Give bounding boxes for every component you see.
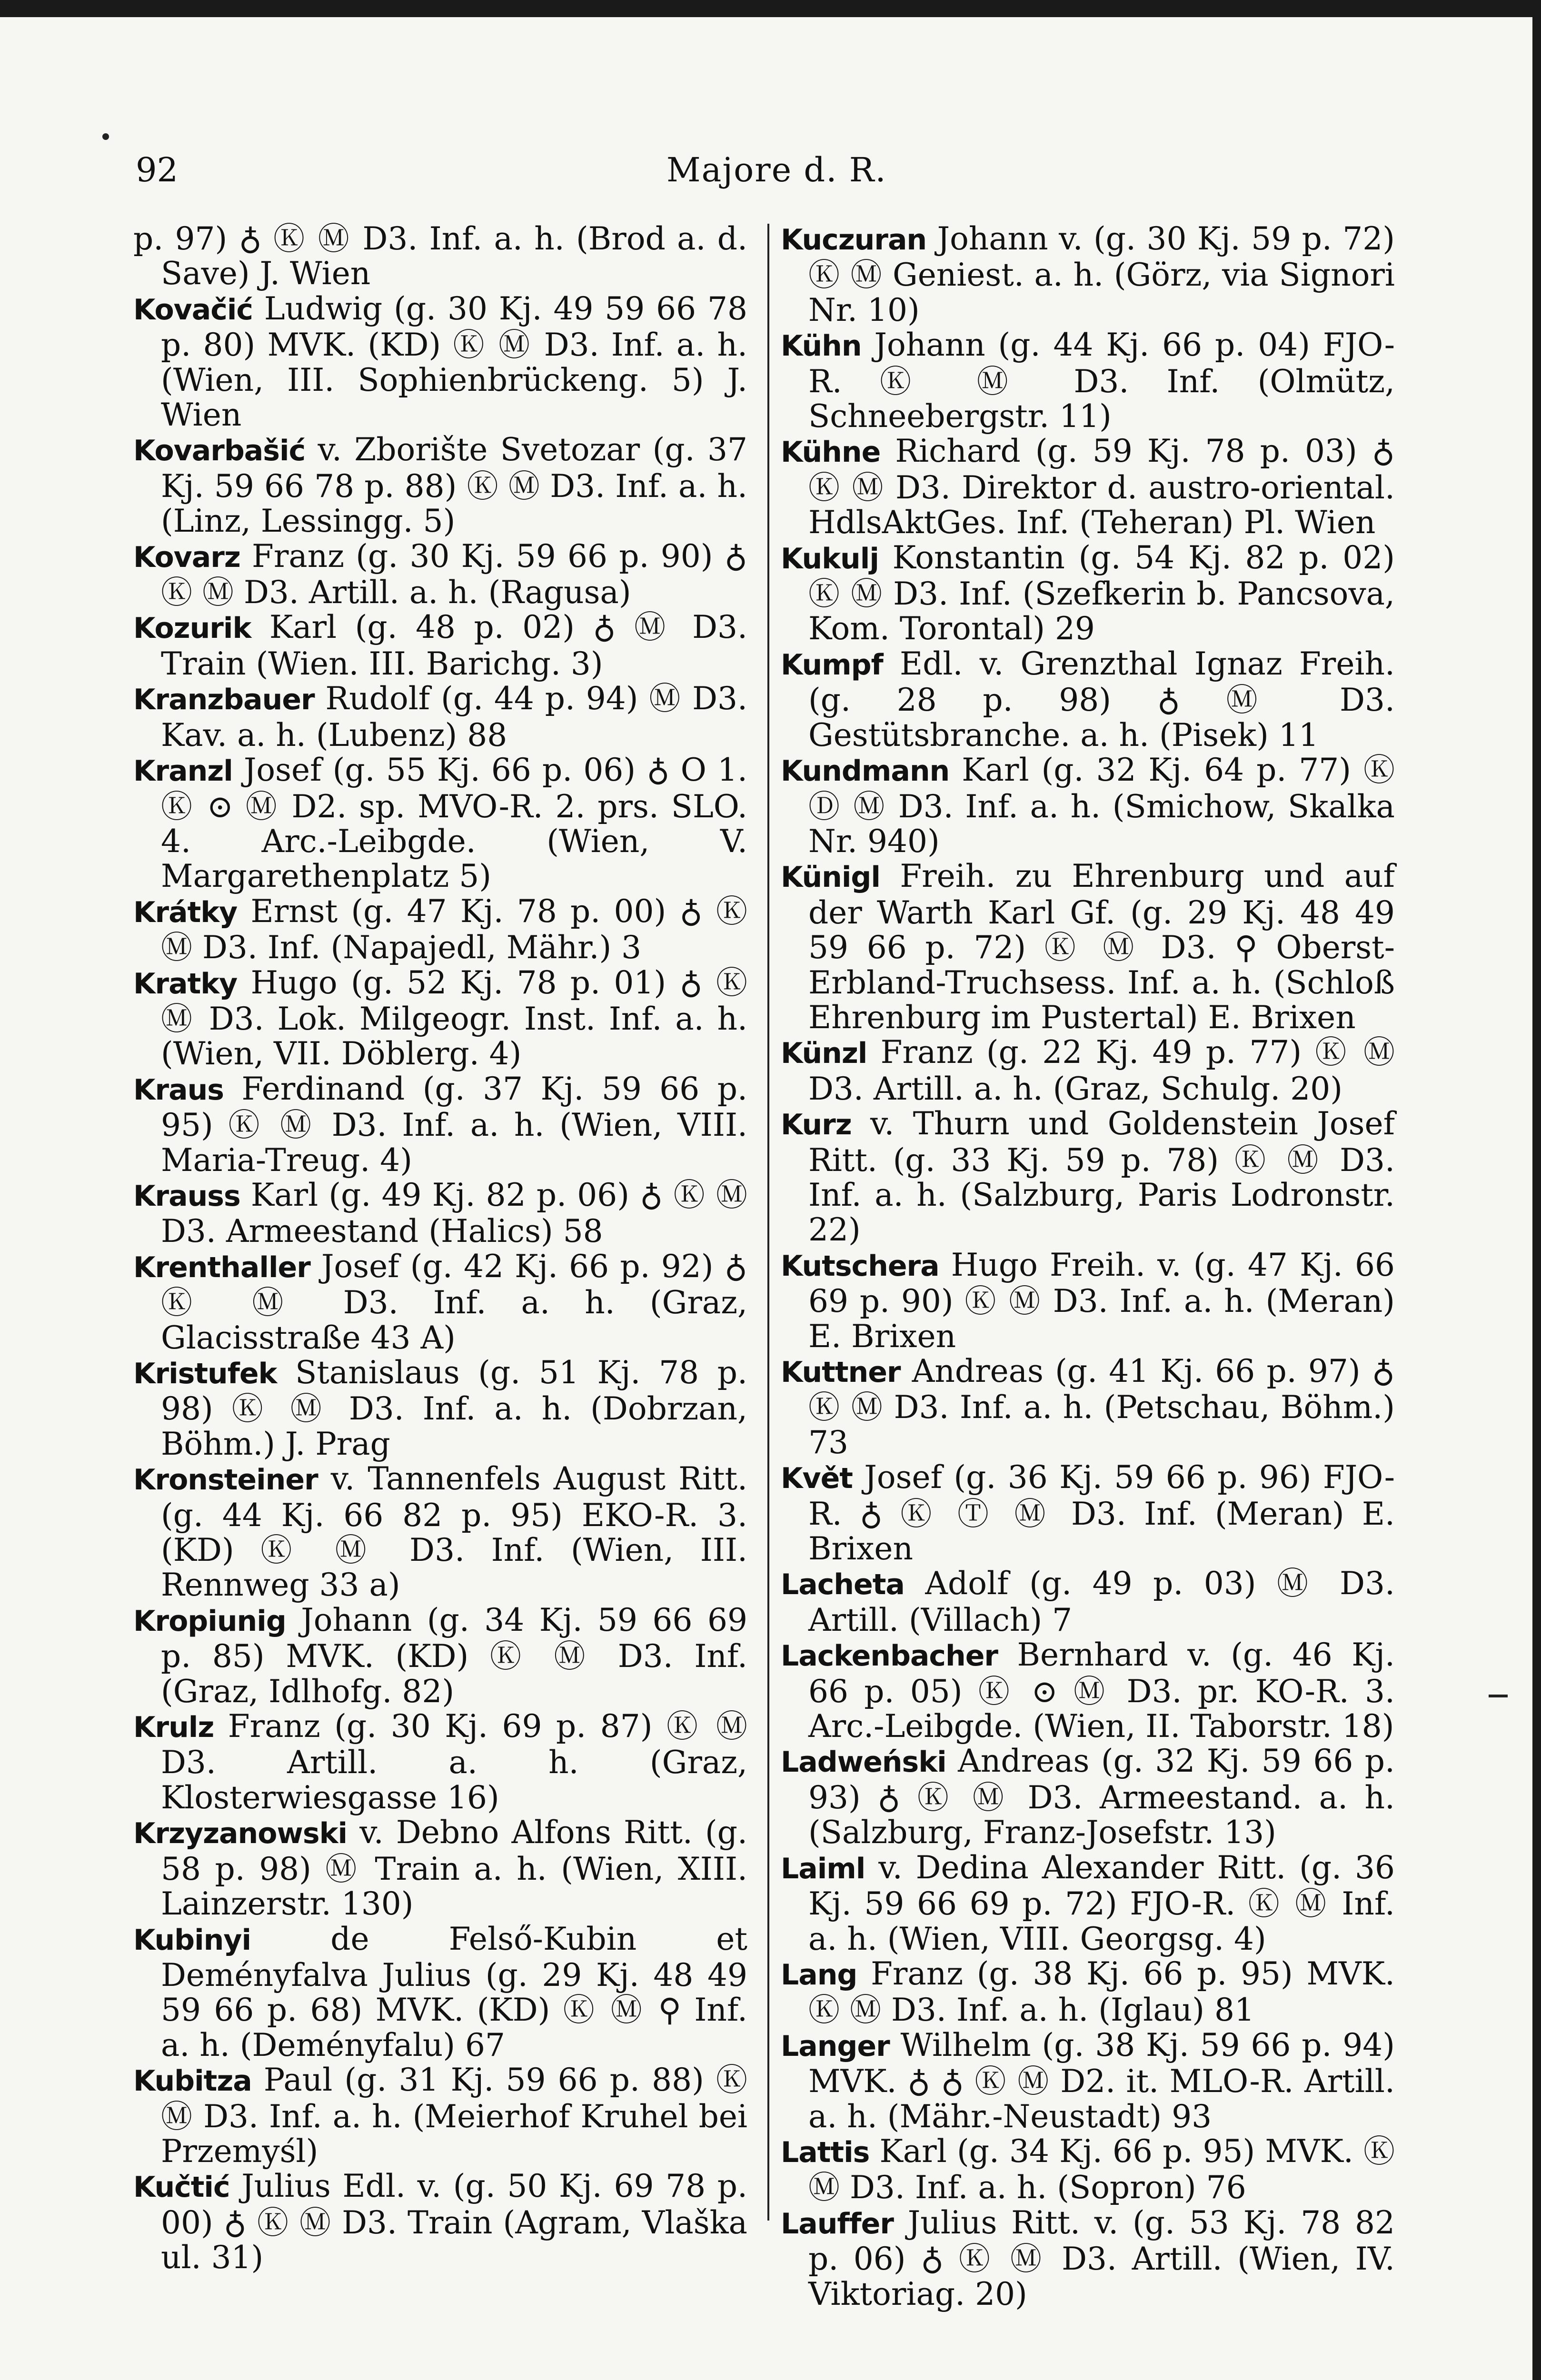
entry-surname: Kristufek bbox=[133, 1357, 277, 1390]
register-entry bbox=[133, 894, 747, 965]
register-entry bbox=[781, 1460, 1395, 1566]
register-entry bbox=[781, 2028, 1395, 2134]
entry-surname: Lauffer bbox=[781, 2207, 894, 2241]
entry-surname: Kühne bbox=[781, 436, 881, 469]
register-entry bbox=[133, 965, 747, 1071]
entry-details: Stanislaus (g. 51 Kj. 78 p. 98) Ⓚ Ⓜ D3. Inf. a. h. (Dobrzan, Böhm.) J. Prag bbox=[161, 1354, 747, 1462]
entry-surname: Kratky bbox=[133, 967, 238, 1001]
entry-surname: Kutschera bbox=[781, 1249, 939, 1283]
right-column bbox=[781, 221, 1395, 2311]
entry-details: Franz (g. 30 Kj. 69 p. 87) Ⓚ Ⓜ D3. Artill. a. h. (Graz, Klosterwiesgasse 16) bbox=[161, 1708, 747, 1816]
register-entry bbox=[781, 221, 1395, 327]
entry-surname: Kranzbauer bbox=[133, 683, 315, 717]
entry-surname: Langer bbox=[781, 2029, 890, 2063]
register-entry bbox=[781, 646, 1395, 753]
entry-surname: Krenthaller bbox=[133, 1250, 310, 1284]
entry-details: Adolf (g. 49 p. 03) Ⓜ D3. Artill. (Villach) 7 bbox=[808, 1565, 1395, 1638]
register-entry bbox=[781, 2134, 1395, 2205]
register-entry bbox=[133, 1815, 747, 1921]
entry-details: Hugo Freih. v. (g. 47 Kj. 66 69 p. 90) Ⓚ Ⓜ D3. Inf. a. h. (Meran) E. Brixen bbox=[808, 1246, 1395, 1355]
register-entry bbox=[133, 1355, 747, 1461]
register-entry bbox=[781, 1566, 1395, 1637]
column-divider bbox=[767, 224, 769, 2221]
entry-details: Franz (g. 22 Kj. 49 p. 77) Ⓚ Ⓜ D3. Artill. a. h. (Graz, Schulg. 20) bbox=[808, 1034, 1395, 1107]
register-entry bbox=[781, 1106, 1395, 1248]
entry-details: v. Zborište Svetozar (g. 37 Kj. 59 66 78 p. 88) Ⓚ Ⓜ D3. Inf. a. h. (Linz, Lessingg. 5) bbox=[161, 431, 747, 540]
running-head: Majore d. R. bbox=[666, 150, 887, 189]
entry-surname: Květ bbox=[781, 1462, 853, 1496]
entry-details: Josef (g. 42 Kj. 66 p. 92) ♁ Ⓚ Ⓜ D3. Inf. a. h. (Graz, Glacisstraße 43 A) bbox=[161, 1248, 747, 1356]
entry-details: Karl (g. 49 Kj. 82 p. 06) ♁ Ⓚ Ⓜ D3. Armeestand (Halics) 58 bbox=[161, 1176, 747, 1250]
entry-details: Andreas (g. 41 Kj. 66 p. 97) ♁ Ⓚ Ⓜ D3. Inf. a. h. (Petschau, Böhm.) 73 bbox=[808, 1353, 1395, 1461]
register-entry bbox=[781, 753, 1395, 859]
ink-speck bbox=[102, 133, 109, 140]
entry-details: v. Tannenfels August Ritt. (g. 44 Kj. 66 82 p. 95) EKO-R. 3. (KD) Ⓚ Ⓜ D3. Inf. (Wien, III. Rennweg 33 a) bbox=[161, 1460, 747, 1604]
register-entry bbox=[781, 1035, 1395, 1106]
register-entry bbox=[133, 1178, 747, 1249]
entry-details: Edl. v. Grenzthal Ignaz Freih. (g. 28 p. 98) ♁ Ⓜ D3. Gestütsbranche. a. h. (Pisek) 11 bbox=[808, 645, 1395, 754]
register-entry bbox=[133, 2169, 747, 2275]
register-entry bbox=[781, 1637, 1395, 1744]
entry-surname: Künzl bbox=[781, 1037, 867, 1071]
entry-details: Johann (g. 44 Kj. 66 p. 04) FJO-R. Ⓚ Ⓜ D3. Inf. (Olmütz, Schneebergstr. 11) bbox=[808, 327, 1395, 435]
entry-details: Johann (g. 34 Kj. 59 66 69 p. 85) MVK. (KD) Ⓚ Ⓜ D3. Inf. (Graz, Idlhofg. 82) bbox=[161, 1601, 747, 1710]
entry-details: Franz (g. 30 Kj. 59 66 p. 90) ♁ Ⓚ Ⓜ D3. Artill. a. h. (Ragusa) bbox=[161, 537, 747, 611]
scan-border-top bbox=[0, 0, 1541, 17]
entry-details: de Felső-Kubin et Deményfalva Julius (g. 29 Kj. 48 49 59 66 p. 68) MVK. (KD) Ⓚ Ⓜ ⚲ Inf. a. h. (Deményfalu) 67 bbox=[161, 1920, 747, 2063]
entry-surname: Kovarbašić bbox=[133, 434, 306, 468]
entry-details: Bernhard v. (g. 46 Kj. 66 p. 05) Ⓚ ⊙ Ⓜ D3. pr. KO-R. 3. Arc.-Leibgde. (Wien, II. Taborstr. 18) bbox=[808, 1636, 1395, 1745]
entry-surname: Kronsteiner bbox=[133, 1463, 318, 1497]
entry-surname: Kurz bbox=[781, 1108, 852, 1142]
entry-surname: Kozurik bbox=[133, 612, 251, 645]
register-entry bbox=[133, 681, 747, 753]
register-entry bbox=[781, 859, 1395, 1035]
entry-details: v. Thurn und Goldenstein Josef Ritt. (g. 33 Kj. 59 p. 78) Ⓚ Ⓜ D3. Inf. a. h. (Salzburg, Paris Lodronstr. 22) bbox=[808, 1105, 1395, 1249]
entry-details: Freih. zu Ehrenburg und auf der Warth Karl Gf. (g. 29 Kj. 48 49 59 66 p. 72) Ⓚ Ⓜ D3. ⚲ Oberst-Erbland-Truchsess. Inf. a. h. (Schloß Ehrenburg im Pustertal) E. Brixen bbox=[808, 858, 1395, 1036]
entry-surname: Kukulj bbox=[781, 542, 879, 575]
entry-details: Paul (g. 31 Kj. 59 66 p. 88) Ⓚ Ⓜ D3. Inf. a. h. (Meierhof Kruhel bei Przemyśl) bbox=[161, 2062, 747, 2170]
register-entry bbox=[781, 434, 1395, 540]
register-entry bbox=[781, 1850, 1395, 1956]
entry-details: Ernst (g. 47 Kj. 78 p. 00) ♁ Ⓚ Ⓜ D3. Inf. (Napajedl, Mähr.) 3 bbox=[161, 892, 747, 966]
entry-surname: Lackenbacher bbox=[781, 1639, 998, 1673]
margin-mark bbox=[1489, 1695, 1508, 1697]
register-entry bbox=[133, 221, 747, 291]
entry-details: v. Dedina Alexander Ritt. (g. 36 Kj. 59 66 69 p. 72) FJO-R. Ⓚ Ⓜ Inf. a. h. (Wien, VIII. Georgsg. 4) bbox=[808, 1849, 1395, 1957]
entry-surname: Kubinyi bbox=[133, 1923, 251, 1957]
register-entry bbox=[781, 1956, 1395, 2028]
register-entry bbox=[133, 539, 747, 610]
entry-surname: Kropiunig bbox=[133, 1604, 286, 1638]
entry-surname: Kraus bbox=[133, 1073, 224, 1107]
entry-surname: Ladweński bbox=[781, 1745, 946, 1779]
register-entry bbox=[781, 1248, 1395, 1354]
entry-surname: Krauss bbox=[133, 1179, 240, 1213]
register-entry bbox=[781, 1354, 1395, 1460]
entry-details: Josef (g. 36 Kj. 59 66 p. 96) FJO-R. ♁ Ⓚ Ⓣ Ⓜ D3. Inf. (Meran) E. Brixen bbox=[808, 1459, 1395, 1567]
register-entry bbox=[781, 540, 1395, 646]
register-entry bbox=[133, 1922, 747, 2063]
entry-surname: Kuczuran bbox=[781, 223, 927, 257]
register-entry bbox=[133, 1461, 747, 1603]
entry-details: Josef (g. 55 Kj. 66 p. 06) ♁ O 1. Ⓚ ⊙ Ⓜ D2. sp. MVO-R. 2. prs. SLO. 4. Arc.-Leibgde. (Wien, V. Margarethenplatz 5) bbox=[161, 752, 747, 895]
entry-surname: Kuttner bbox=[781, 1356, 901, 1389]
entry-details: Johann v. (g. 30 Kj. 59 p. 72) Ⓚ Ⓜ Geniest. a. h. (Görz, via Signori Nr. 10) bbox=[808, 220, 1395, 328]
register-entry bbox=[133, 610, 747, 681]
register-entry bbox=[133, 291, 747, 433]
entry-details: Hugo (g. 52 Kj. 78 p. 01) ♁ Ⓚ Ⓜ D3. Lok. Milgeogr. Inst. Inf. a. h. (Wien, VII. Döblerg. 4) bbox=[161, 964, 747, 1072]
register-entry bbox=[133, 1249, 747, 1355]
entry-details: p. 97) ♁ Ⓚ Ⓜ D3. Inf. a. h. (Brod a. d. Save) J. Wien bbox=[133, 220, 747, 292]
entry-details: Karl (g. 48 p. 02) ♁ Ⓜ D3. Train (Wien. III. Barichg. 3) bbox=[161, 609, 747, 682]
entry-surname: Kühn bbox=[781, 329, 862, 363]
entry-details: Wilhelm (g. 38 Kj. 59 66 p. 94) MVK. ♁ ♁ Ⓚ Ⓜ D2. it. MLO-R. Artill. a. h. (Mähr.-Neustadt) 93 bbox=[808, 2026, 1395, 2135]
entry-surname: Kranzl bbox=[133, 754, 233, 788]
entry-surname: Kumpf bbox=[781, 648, 883, 682]
entry-surname: Künigl bbox=[781, 861, 880, 894]
entry-details: Julius Edl. v. (g. 50 Kj. 69 78 p. 00) ♁ Ⓚ Ⓜ D3. Train (Agram, Vlaška ul. 31) bbox=[161, 2168, 747, 2276]
entry-details: Andreas (g. 32 Kj. 59 66 p. 93) ♁ Ⓚ Ⓜ D3. Armeestand. a. h. (Salzburg, Franz-Josefstr. 13) bbox=[808, 1743, 1395, 1851]
register-entry bbox=[781, 327, 1395, 434]
entry-details: Karl (g. 34 Kj. 66 p. 95) MVK. Ⓚ Ⓜ D3. Inf. a. h. (Sopron) 76 bbox=[808, 2132, 1395, 2206]
entry-surname: Kučtić bbox=[133, 2171, 230, 2204]
entry-surname: Lang bbox=[781, 1958, 857, 1992]
entry-details: Richard (g. 59 Kj. 78 p. 03) ♁ Ⓚ Ⓜ D3. Direktor d. austro-oriental. HdlsAktGes. Inf. (Teheran) Pl. Wien bbox=[808, 433, 1395, 541]
entry-details: Rudolf (g. 44 p. 94) Ⓜ D3. Kav. a. h. (Lubenz) 88 bbox=[161, 680, 747, 754]
entry-surname: Kovačić bbox=[133, 293, 253, 327]
entry-details: Karl (g. 32 Kj. 64 p. 77) Ⓚ Ⓓ Ⓜ D3. Inf. a. h. (Smichow, Skalka Nr. 940) bbox=[808, 752, 1395, 860]
entry-surname: Kundmann bbox=[781, 754, 950, 788]
entry-surname: Lacheta bbox=[781, 1568, 905, 1602]
entry-surname: Laiml bbox=[781, 1852, 865, 1885]
scan-border-right bbox=[1532, 0, 1541, 2380]
entry-surname: Kubitza bbox=[133, 2064, 252, 2098]
register-entry bbox=[133, 1709, 747, 1815]
entry-surname: Kovarz bbox=[133, 540, 240, 574]
register-entry bbox=[781, 2205, 1395, 2311]
entry-surname: Lattis bbox=[781, 2135, 870, 2169]
entry-details: v. Debno Alfons Ritt. (g. 58 p. 98) Ⓜ Train a. h. (Wien, XIII. Lainzerstr. 130) bbox=[161, 1814, 747, 1923]
entry-surname: Krátky bbox=[133, 895, 238, 929]
register-entry bbox=[133, 753, 747, 894]
entry-surname: Krzyzanowski bbox=[133, 1817, 348, 1851]
entry-details: Ludwig (g. 30 Kj. 49 59 66 78 p. 80) MVK. (KD) Ⓚ Ⓜ D3. Inf. a. h. (Wien, III. Sophienbrückeng. 5) J. Wien bbox=[161, 290, 747, 434]
entry-details: Ferdinand (g. 37 Kj. 59 66 p. 95) Ⓚ Ⓜ D3. Inf. a. h. (Wien, VIII. Maria-Treug. 4) bbox=[161, 1070, 747, 1179]
page-number: 92 bbox=[136, 150, 179, 189]
left-column bbox=[133, 221, 747, 2275]
register-entry bbox=[133, 1071, 747, 1178]
register-entry bbox=[133, 1603, 747, 1709]
entry-details: Konstantin (g. 54 Kj. 82 p. 02) Ⓚ Ⓜ D3. Inf. (Szefkerin b. Pancsova, Kom. Torontal) 29 bbox=[808, 539, 1395, 647]
entry-details: Franz (g. 38 Kj. 66 p. 95) MVK. Ⓚ Ⓜ D3. Inf. a. h. (Iglau) 81 bbox=[808, 1955, 1395, 2029]
register-entry bbox=[781, 1744, 1395, 1850]
entry-surname: Krulz bbox=[133, 1711, 214, 1745]
register-entry bbox=[133, 432, 747, 538]
entry-details: Julius Ritt. v. (g. 53 Kj. 78 82 p. 06) ♁ Ⓚ Ⓜ D3. Artill. (Wien, IV. Viktoriag. 20) bbox=[808, 2204, 1395, 2312]
register-entry bbox=[133, 2063, 747, 2169]
